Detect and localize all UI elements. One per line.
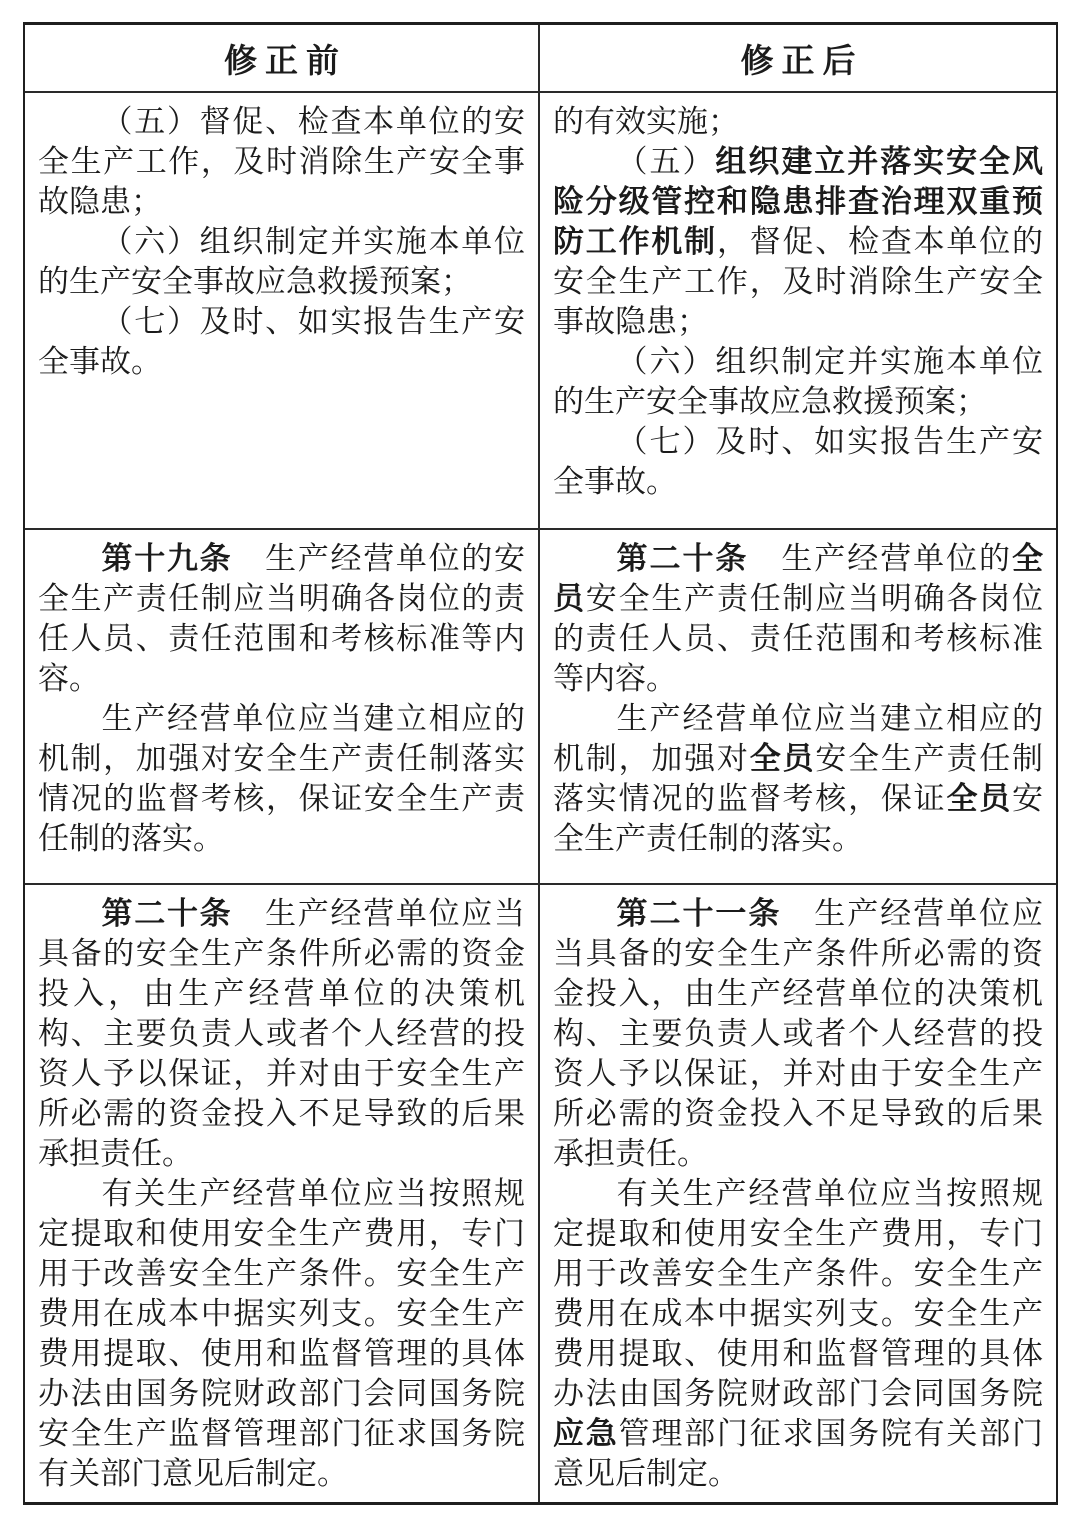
cell-after-row2 xyxy=(540,528,1056,883)
amended-text: 全员 xyxy=(946,781,1013,816)
column-header-before: 修正前 xyxy=(25,25,540,91)
paragraph xyxy=(38,1174,525,1494)
paragraph xyxy=(38,222,525,302)
amended-text: 第二十条 xyxy=(616,541,749,576)
paragraph xyxy=(553,699,1043,859)
paragraph xyxy=(38,699,525,859)
cell-after-row1 xyxy=(540,91,1056,528)
amended-text: 全员 xyxy=(553,541,1044,616)
paragraph xyxy=(38,302,525,382)
text-run: （六）组织制定并实施本单位的生产安全事故应急救援预案； xyxy=(38,224,525,299)
text-run: 的有效实施； xyxy=(553,104,739,139)
text-run: 生产经营单位应当具备的安全生产条件所必需的资金投入，由生产经营单位的决策机构、主要负责人或者个人经营的投资人予以保证，并对由于安全生产所必需的资金投入不足导致的后果承担责任。 xyxy=(553,896,1044,1171)
amended-text: 第二十一条 xyxy=(616,896,782,931)
amended-text: 第十九条 xyxy=(101,541,233,576)
text-run: （七）及时、如实报告生产安全事故。 xyxy=(38,304,525,379)
cell-before-row1 xyxy=(25,91,540,528)
text-run: 有关生产经营单位应当按照规定提取和使用安全生产费用，专门用于改善安全生产条件。安全生产费用在成本中据实列支。安全生产费用提取、使用和监督管理的具体办法由国务院财政部门会同国务院 xyxy=(553,1176,1043,1411)
text-run: 安全生产责任制落实情况的监督考核，保证 xyxy=(553,741,1044,816)
paragraph xyxy=(553,422,1043,502)
amended-text: 全员 xyxy=(749,741,816,776)
text-run: 生产经营单位应当建立相应的机制，加强对安全生产责任制落实情况的监督考核，保证安全生产责任制的落实。 xyxy=(38,701,525,856)
amended-text: 应急 xyxy=(553,1416,619,1451)
text-run: （五）督促、检查本单位的安全生产工作，及时消除生产安全事故隐患； xyxy=(38,104,525,219)
comparison-table xyxy=(23,22,1058,1505)
cell-after-row3 xyxy=(540,883,1056,1502)
text-run: 生产经营单位应当建立相应的机制，加强对 xyxy=(553,701,1043,776)
text-run: 有关生产经营单位应当按照规定提取和使用安全生产费用，专门用于改善安全生产条件。安全生产费用在成本中据实列支。安全生产费用提取、使用和监督管理的具体办法由国务院财政部门会同国务院安全生产监督管理部门征求国务院有关部门意见后制定。 xyxy=(38,1176,525,1491)
cell-before-row2 xyxy=(25,528,540,883)
amended-text: 第二十条 xyxy=(101,896,233,931)
paragraph xyxy=(38,539,525,699)
text-run: 生产经营单位的 xyxy=(748,541,1013,576)
paragraph xyxy=(553,539,1043,699)
text-run: ，督促、检查本单位的安全生产工作，及时消除生产安全事故隐患； xyxy=(553,224,1044,339)
paragraph xyxy=(38,894,525,1174)
column-header-after: 修正后 xyxy=(740,41,864,79)
text-run: 生产经营单位应当具备的安全生产条件所必需的资金投入，由生产经营单位的决策机构、主要负责人或者个人经营的投资人予以保证，并对由于安全生产所必需的资金投入不足导致的后果承担责任。 xyxy=(38,896,526,1171)
text-run: 安全生产责任制的落实。 xyxy=(553,781,1044,856)
amended-text: 组织建立并落实安全风险分级管控和隐患排查治理双重预防工作机制 xyxy=(553,144,1044,259)
paragraph xyxy=(553,894,1043,1174)
paragraph xyxy=(38,102,525,222)
paragraph xyxy=(553,1174,1043,1494)
text-run: （七）及时、如实报告生产安全事故。 xyxy=(553,424,1043,499)
paragraph xyxy=(553,142,1043,342)
cell-before-row3 xyxy=(25,883,540,1502)
text-run: 管理部门征求国务院有关部门意见后制定。 xyxy=(553,1416,1044,1491)
text-run: （五） xyxy=(616,144,716,179)
text-run: 生产经营单位的安全生产责任制应当明确各岗位的责任人员、责任范围和考核标准等内容。 xyxy=(38,541,526,696)
text-run: （六）组织制定并实施本单位的生产安全事故应急救援预案； xyxy=(553,344,1043,419)
paragraph xyxy=(553,102,1043,142)
text-run: 安全生产责任制应当明确各岗位的责任人员、责任范围和考核标准等内容。 xyxy=(553,581,1044,696)
paragraph xyxy=(553,342,1043,422)
